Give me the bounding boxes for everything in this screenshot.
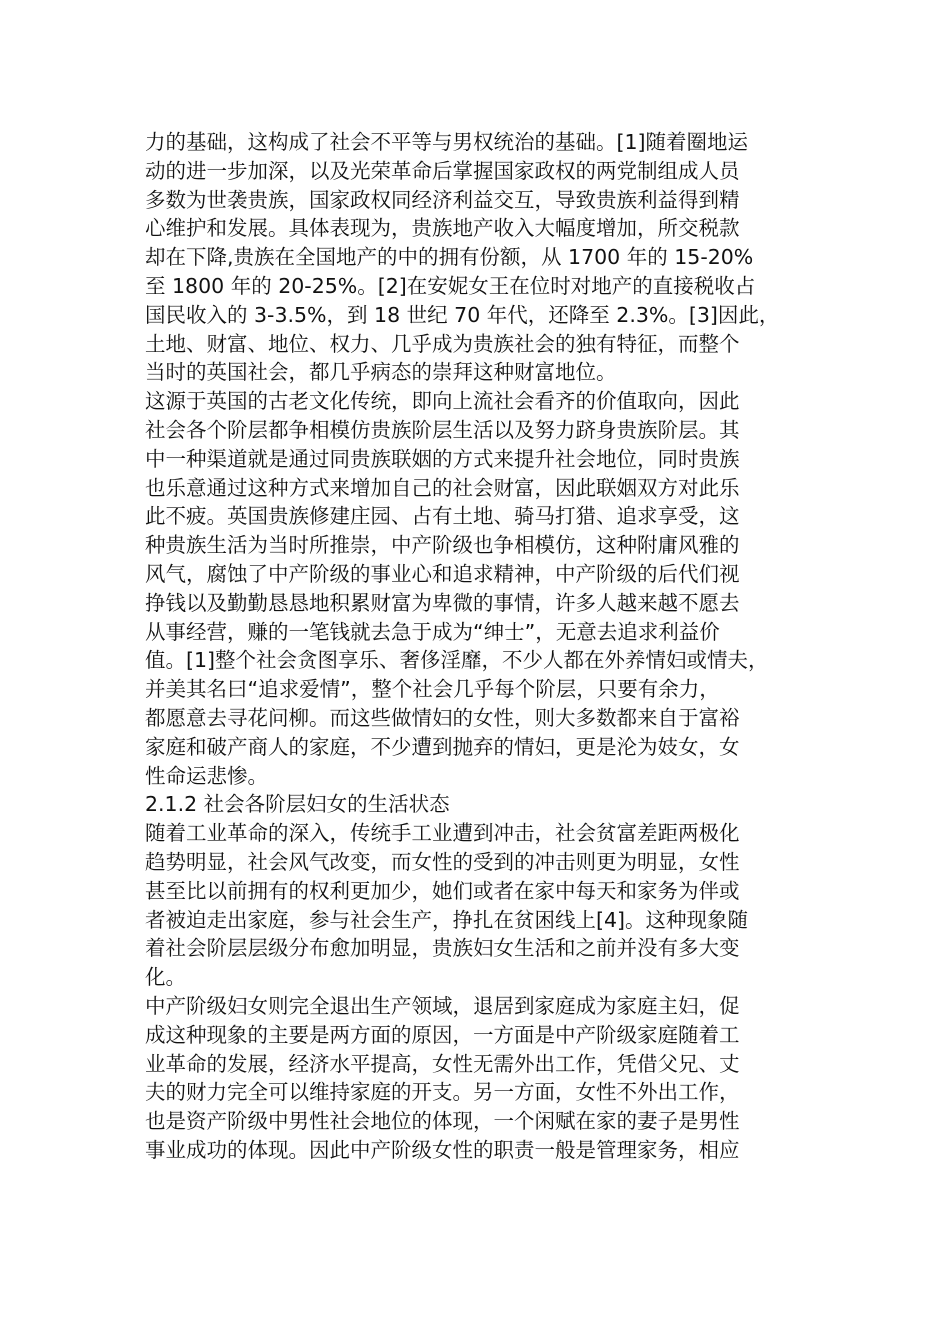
text-line: 多数为世袭贵族，国家政权同经济利益交互，导致贵族利益得到精 [145, 187, 740, 212]
text-line: 着社会阶层层级分布愈加明显，贵族妇女生活和之前并没有多大变 [145, 936, 740, 961]
text-line: 甚至比以前拥有的权利更加少，她们或者在家中每天和家务为伴或 [145, 878, 740, 903]
text-line: 种贵族生活为当时所推崇，中产阶级也争相模仿，这种附庸风雅的 [145, 533, 740, 558]
text-line: 随着工业革命的深入，传统手工业遭到冲击，社会贫富差距两极化 [145, 821, 740, 846]
text-line: 此不疲。英国贵族修建庄园、占有土地、骑马打猎、追求享受，这 [145, 504, 740, 529]
text-line: 夫的财力完全可以维持家庭的开支。另一方面，女性不外出工作， [145, 1080, 740, 1105]
text-line: 值。[1]整个社会贪图享乐、奢侈淫靡，不少人都在外养情妇或情夫， [145, 648, 769, 673]
text-line: 动的进一步加深，以及光荣革命后掌握国家政权的两党制组成人员 [145, 158, 740, 183]
text-line: 这源于英国的古老文化传统，即向上流社会看齐的价值取向，因此 [145, 389, 740, 414]
text-line: 都愿意去寻花问柳。而这些做情妇的女性，则大多数都来自于富裕 [145, 705, 740, 730]
section-heading: 2.1.2 社会各阶层妇女的生活状态 [145, 792, 450, 817]
text-line: 挣钱以及勤勤恳恳地积累财富为卑微的事情，许多人越来越不愿去 [145, 590, 740, 615]
text-line: 趋势明显，社会风气改变，而女性的受到的冲击则更为明显，女性 [145, 849, 740, 874]
text-line: 事业成功的体现。因此中产阶级女性的职责一般是管理家务，相应 [145, 1137, 740, 1162]
text-line: 土地、财富、地位、权力、几乎成为贵族社会的独有特征，而整个 [145, 331, 740, 356]
text-line: 化。 [145, 965, 186, 990]
text-line: 从事经营，赚的一笔钱就去急于成为“绅士”，无意去追求利益价 [145, 619, 720, 644]
text-line: 家庭和破产商人的家庭，不少遭到抛弃的情妇，更是沦为妓女，女 [145, 734, 740, 759]
text-line: 国民收入的 3-3.5%，到 18 世纪 70 年代，还降至 2.3%。[3]因此， [145, 302, 780, 327]
text-line: 中一种渠道就是通过同贵族联姻的方式来提升社会地位，同时贵族 [145, 446, 740, 471]
text-line: 却在下降,贵族在全国地产的中的拥有份额，从 1700 年的 15-20% [145, 245, 754, 270]
text-line: 性命运悲惨。 [145, 763, 268, 788]
text-line: 中产阶级妇女则完全退出生产领域，退居到家庭成为家庭主妇，促 [145, 993, 740, 1018]
text-line: 至 1800 年的 20-25%。[2]在安妮女王在位时对地产的直接税收占 [145, 273, 756, 298]
text-line: 业革命的发展，经济水平提高，女性无需外出工作，凭借父兄、丈 [145, 1051, 740, 1076]
text-line: 成这种现象的主要是两方面的原因，一方面是中产阶级家庭随着工 [145, 1022, 740, 1047]
text-line: 风气，腐蚀了中产阶级的事业心和追求精神，中产阶级的后代们视 [145, 561, 740, 586]
text-line: 心维护和发展。具体表现为，贵族地产收入大幅度增加，所交税款 [145, 216, 740, 241]
document-body [145, 128, 825, 1165]
text-line: 也乐意通过这种方式来增加自己的社会财富，因此联姻双方对此乐 [145, 475, 740, 500]
text-line: 当时的英国社会，都几乎病态的崇拜这种财富地位。 [145, 360, 617, 385]
text-line: 力的基础，这构成了社会不平等与男权统治的基础。[1]随着圈地运 [145, 130, 749, 154]
text-line: 也是资产阶级中男性社会地位的体现，一个闲赋在家的妻子是男性 [145, 1109, 740, 1134]
text-line: 并美其名曰“追求爱情”，整个社会几乎每个阶层，只要有余力， [145, 677, 720, 702]
text-line: 者被迫走出家庭，参与社会生产，挣扎在贫困线上[4]。这种现象随 [145, 907, 749, 932]
text-line: 社会各个阶层都争相模仿贵族阶层生活以及努力跻身贵族阶层。其 [145, 417, 740, 442]
